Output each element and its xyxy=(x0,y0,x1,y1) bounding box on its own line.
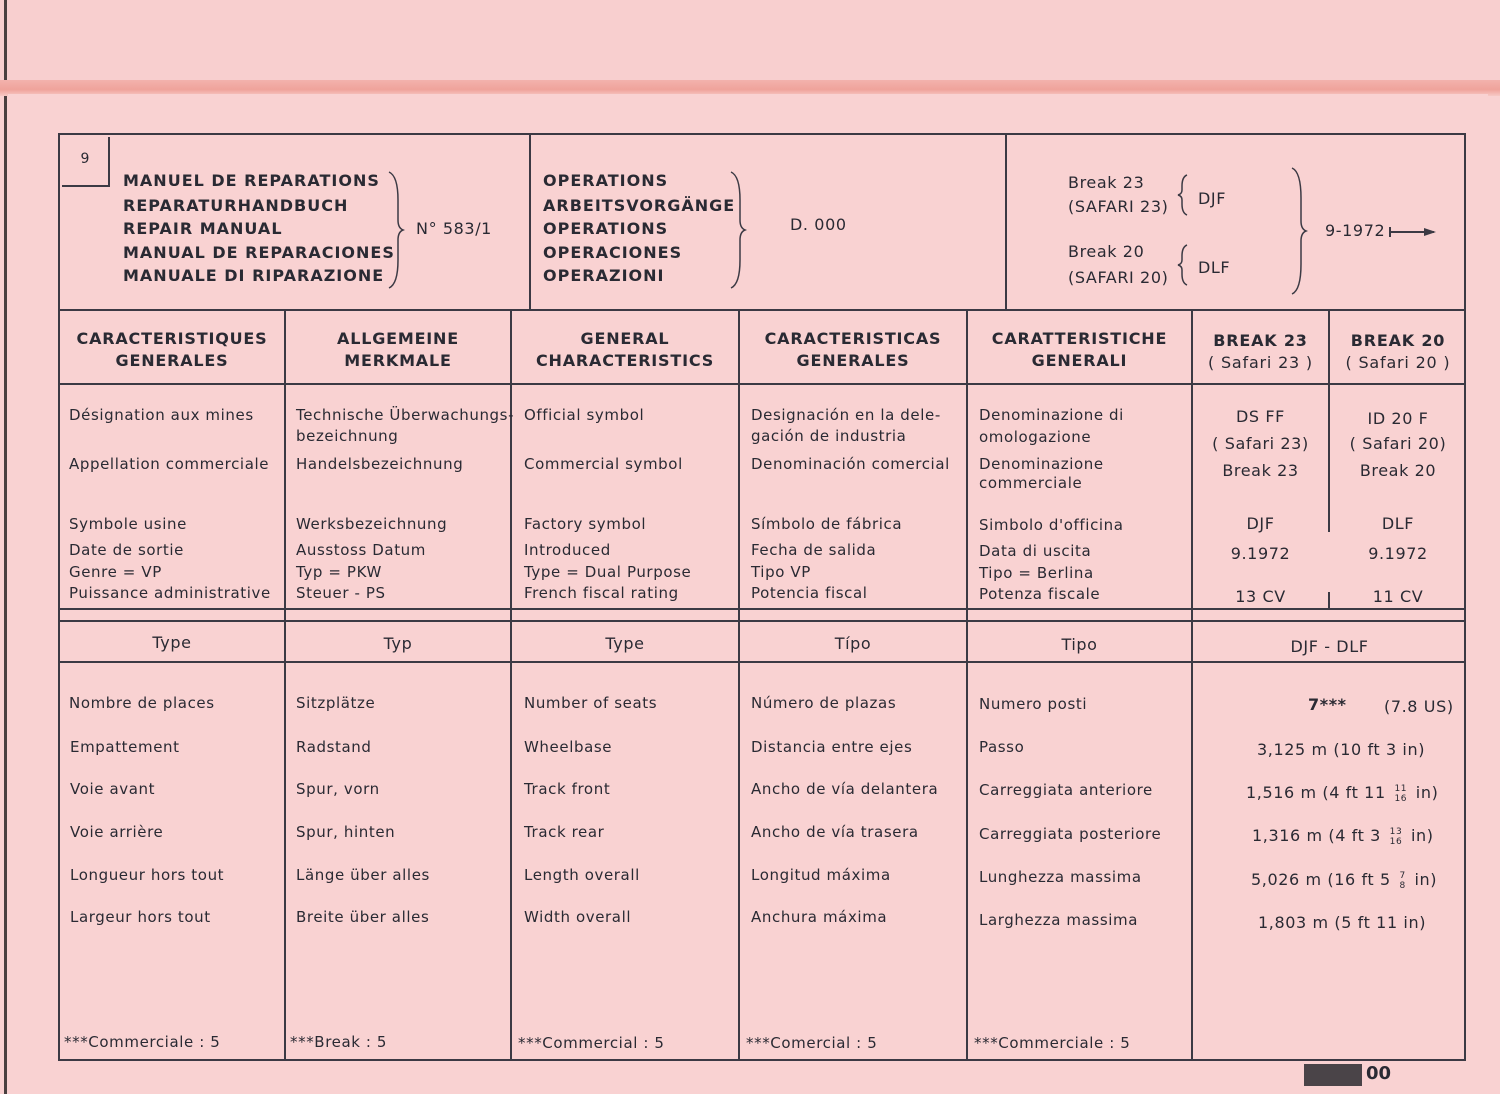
cell-it: Lunghezza massima xyxy=(979,868,1142,886)
cell-es: Número de plazas xyxy=(751,694,897,712)
page-number: 9 xyxy=(62,137,110,187)
cell-es: Tipo VP xyxy=(751,563,811,581)
type-header-it: Tipo xyxy=(1061,635,1098,654)
cell-it: Numero posti xyxy=(979,695,1088,713)
cell-de: Ausstoss Datum xyxy=(296,541,426,559)
operation-fr: OPERATIONS xyxy=(543,171,669,190)
manual-number: N° 583/1 xyxy=(416,219,492,238)
cell-en: Introduced xyxy=(524,541,611,559)
cell-de: Werksbezeichnung xyxy=(296,515,448,533)
cell-break23: ( Safari 23) xyxy=(1212,434,1309,453)
cell-fr: Symbole usine xyxy=(69,515,187,533)
manual-title-de: REPARATURHANDBUCH xyxy=(123,196,349,215)
col-header-de: ALLGEMEINE MERKMALE xyxy=(337,329,459,370)
brace xyxy=(1176,174,1190,216)
cell-es: Designación en la dele- xyxy=(751,406,941,424)
cell-it: Passo xyxy=(979,738,1025,756)
cell-en: Official symbol xyxy=(524,406,645,424)
rule xyxy=(1005,133,1007,310)
model1-code: DJF xyxy=(1198,189,1227,208)
cell-de: Breite über alles xyxy=(296,908,430,926)
cell-break20: Break 20 xyxy=(1359,461,1437,480)
cell-es: gación de industria xyxy=(751,427,907,445)
type-header-values: DJF - DLF xyxy=(1290,637,1369,656)
col-header-it: CARATTERISTICHE GENERALI xyxy=(991,329,1168,370)
cell-break20: ( Safari 20) xyxy=(1349,434,1447,453)
cell-de: Länge über alles xyxy=(296,866,430,884)
footer-page-code: 00 xyxy=(1366,1063,1392,1084)
cell-de: Sitzplätze xyxy=(296,694,376,712)
rule xyxy=(966,310,968,1060)
footnote-en: ***Commercial : 5 xyxy=(518,1034,665,1052)
rule xyxy=(1328,384,1330,532)
footnote-it: ***Commerciale : 5 xyxy=(974,1034,1131,1052)
cell-es: Longitud máxima xyxy=(751,866,891,884)
rule xyxy=(58,309,1466,311)
rule xyxy=(58,620,1466,622)
binding-edge xyxy=(4,0,7,1094)
cell-break20: ID 20 F xyxy=(1367,409,1429,428)
cell-fr: Longueur hors tout xyxy=(70,866,225,884)
cell-de: Steuer - PS xyxy=(296,584,386,602)
type-header-de: Typ xyxy=(383,634,413,653)
operation-de: ARBEITSVORGÄNGE xyxy=(543,196,736,215)
cell-it: Data di uscita xyxy=(979,542,1092,560)
cell-break20: DLF xyxy=(1381,514,1415,533)
type-header-fr: Type xyxy=(152,633,192,652)
cell-es: Fecha de salida xyxy=(751,541,877,559)
cell-break20: 9.1972 xyxy=(1368,544,1428,563)
value-seats: 7*** xyxy=(1308,695,1347,714)
cell-it: Simbolo d'officina xyxy=(979,516,1124,534)
col-header-break20: BREAK 20 ( Safari 20 ) xyxy=(1345,331,1451,372)
cell-break23: 13 CV xyxy=(1235,587,1286,606)
rule xyxy=(58,383,1466,385)
cell-it: commerciale xyxy=(979,474,1083,492)
cell-it: Potenza fiscale xyxy=(979,585,1101,603)
manual-title-it: MANUALE DI RIPARAZIONE xyxy=(123,266,385,285)
brace xyxy=(1176,244,1190,286)
rule xyxy=(529,133,531,310)
cell-en: Type = Dual Purpose xyxy=(524,563,692,581)
cell-en: Track front xyxy=(524,780,611,798)
rule xyxy=(58,608,1466,610)
model1-variant: (SAFARI 23) xyxy=(1068,197,1169,216)
cell-break23: DJF xyxy=(1246,514,1275,533)
col-header-en: GENERAL CHARACTERISTICS xyxy=(535,329,715,370)
type-header-es: Típo xyxy=(834,634,872,653)
cell-it: Denominazione di xyxy=(979,406,1124,424)
cell-fr: Nombre de places xyxy=(69,694,215,712)
rule xyxy=(284,310,286,1060)
cell-break23: 9.1972 xyxy=(1230,544,1291,563)
cell-it: Carreggiata posteriore xyxy=(979,825,1162,843)
cell-de: Spur, hinten xyxy=(296,823,396,841)
cell-fr: Appellation commerciale xyxy=(69,455,270,473)
edition-date: 9-1972 xyxy=(1325,221,1386,240)
footnote-fr: ***Commerciale : 5 xyxy=(64,1033,221,1051)
cell-en: Width overall xyxy=(524,908,632,926)
operation-en: OPERATIONS xyxy=(543,219,669,238)
rule xyxy=(58,661,1466,663)
cell-en: Number of seats xyxy=(524,694,658,712)
value-seats-us: (7.8 US) xyxy=(1384,697,1454,716)
cell-it: Larghezza massima xyxy=(979,911,1139,929)
cell-en: Length overall xyxy=(524,866,640,884)
cell-it: omologazione xyxy=(979,428,1092,446)
value-length: 5,026 m (16 ft 5 7 8 in) xyxy=(1251,870,1438,891)
brace xyxy=(385,170,405,290)
cell-break23: Break 23 xyxy=(1222,461,1299,480)
cell-fr: Empattement xyxy=(70,738,180,756)
cell-break20: 11 CV xyxy=(1372,587,1424,606)
cell-it: Tipo = Berlina xyxy=(979,564,1094,582)
col-header-break23: BREAK 23 ( Safari 23 ) xyxy=(1208,331,1313,372)
footnote-de: ***Break : 5 xyxy=(290,1033,388,1051)
cell-es: Denominación comercial xyxy=(751,455,950,473)
cell-de: bezeichnung xyxy=(296,427,399,445)
cell-fr: Date de sortie xyxy=(69,541,184,559)
cell-de: Technische Überwachungs- xyxy=(296,406,515,424)
operation-it: OPERAZIONI xyxy=(543,266,665,285)
cell-de: Typ = PKW xyxy=(296,563,382,581)
manual-title-en: REPAIR MANUAL xyxy=(123,219,283,238)
cell-fr: Voie avant xyxy=(70,780,156,798)
arrow-right-icon xyxy=(1388,226,1438,238)
operation-es: OPERACIONES xyxy=(543,243,683,262)
type-header-en: Type xyxy=(605,634,645,653)
cell-en: Commercial symbol xyxy=(524,455,683,473)
model2-variant: (SAFARI 20) xyxy=(1068,268,1169,287)
value-track-rear: 1,316 m (4 ft 3 13 16 in) xyxy=(1252,826,1434,847)
model1-name: Break 23 xyxy=(1068,173,1145,192)
cell-es: Potencia fiscal xyxy=(751,584,868,602)
cell-it: Denominazione xyxy=(979,455,1104,473)
cell-fr: Désignation aux mines xyxy=(69,406,254,424)
model2-code: DLF xyxy=(1198,258,1231,277)
cell-de: Radstand xyxy=(296,738,372,756)
col-header-fr: CARACTERISTIQUES GENERALES xyxy=(76,329,268,370)
cell-en: Track rear xyxy=(524,823,605,841)
cell-es: Símbolo de fábrica xyxy=(751,515,903,533)
page-top-margin xyxy=(0,0,1500,88)
manual-title-es: MANUAL DE REPARACIONES xyxy=(123,243,395,262)
cell-en: French fiscal rating xyxy=(524,584,679,602)
model2-name: Break 20 xyxy=(1068,242,1145,261)
cell-it: Carreggiata anteriore xyxy=(979,781,1153,799)
footnote-es: ***Comercial : 5 xyxy=(746,1034,878,1052)
value-track-front: 1,516 m (4 ft 11 11 16 in) xyxy=(1246,783,1439,804)
value-width: 1,803 m (5 ft 11 in) xyxy=(1258,913,1427,932)
cell-de: Spur, vorn xyxy=(296,780,380,798)
col-header-es: CARACTERISTICAS GENERALES xyxy=(764,329,942,370)
brace xyxy=(1288,166,1308,296)
brace xyxy=(727,170,747,290)
cell-en: Wheelbase xyxy=(524,738,613,756)
rule xyxy=(738,310,740,1060)
footer-block xyxy=(1304,1064,1362,1086)
cell-es: Anchura máxima xyxy=(751,908,888,926)
cell-fr: Genre = VP xyxy=(69,563,162,581)
cell-fr: Puissance administrative xyxy=(69,584,271,602)
cell-es: Distancia entre ejes xyxy=(751,738,913,756)
cell-fr: Voie arrière xyxy=(70,823,164,841)
cell-es: Ancho de vía delantera xyxy=(751,780,939,798)
cell-es: Ancho de vía trasera xyxy=(751,823,919,841)
cell-de: Handelsbezeichnung xyxy=(296,455,464,473)
cell-en: Factory symbol xyxy=(524,515,647,533)
manual-title-fr: MANUEL DE REPARATIONS xyxy=(123,171,380,190)
value-wheelbase: 3,125 m (10 ft 3 in) xyxy=(1257,740,1426,759)
cell-break23: DS FF xyxy=(1236,407,1285,426)
cell-fr: Largeur hors tout xyxy=(70,908,211,926)
operation-code: D. 000 xyxy=(790,215,847,234)
